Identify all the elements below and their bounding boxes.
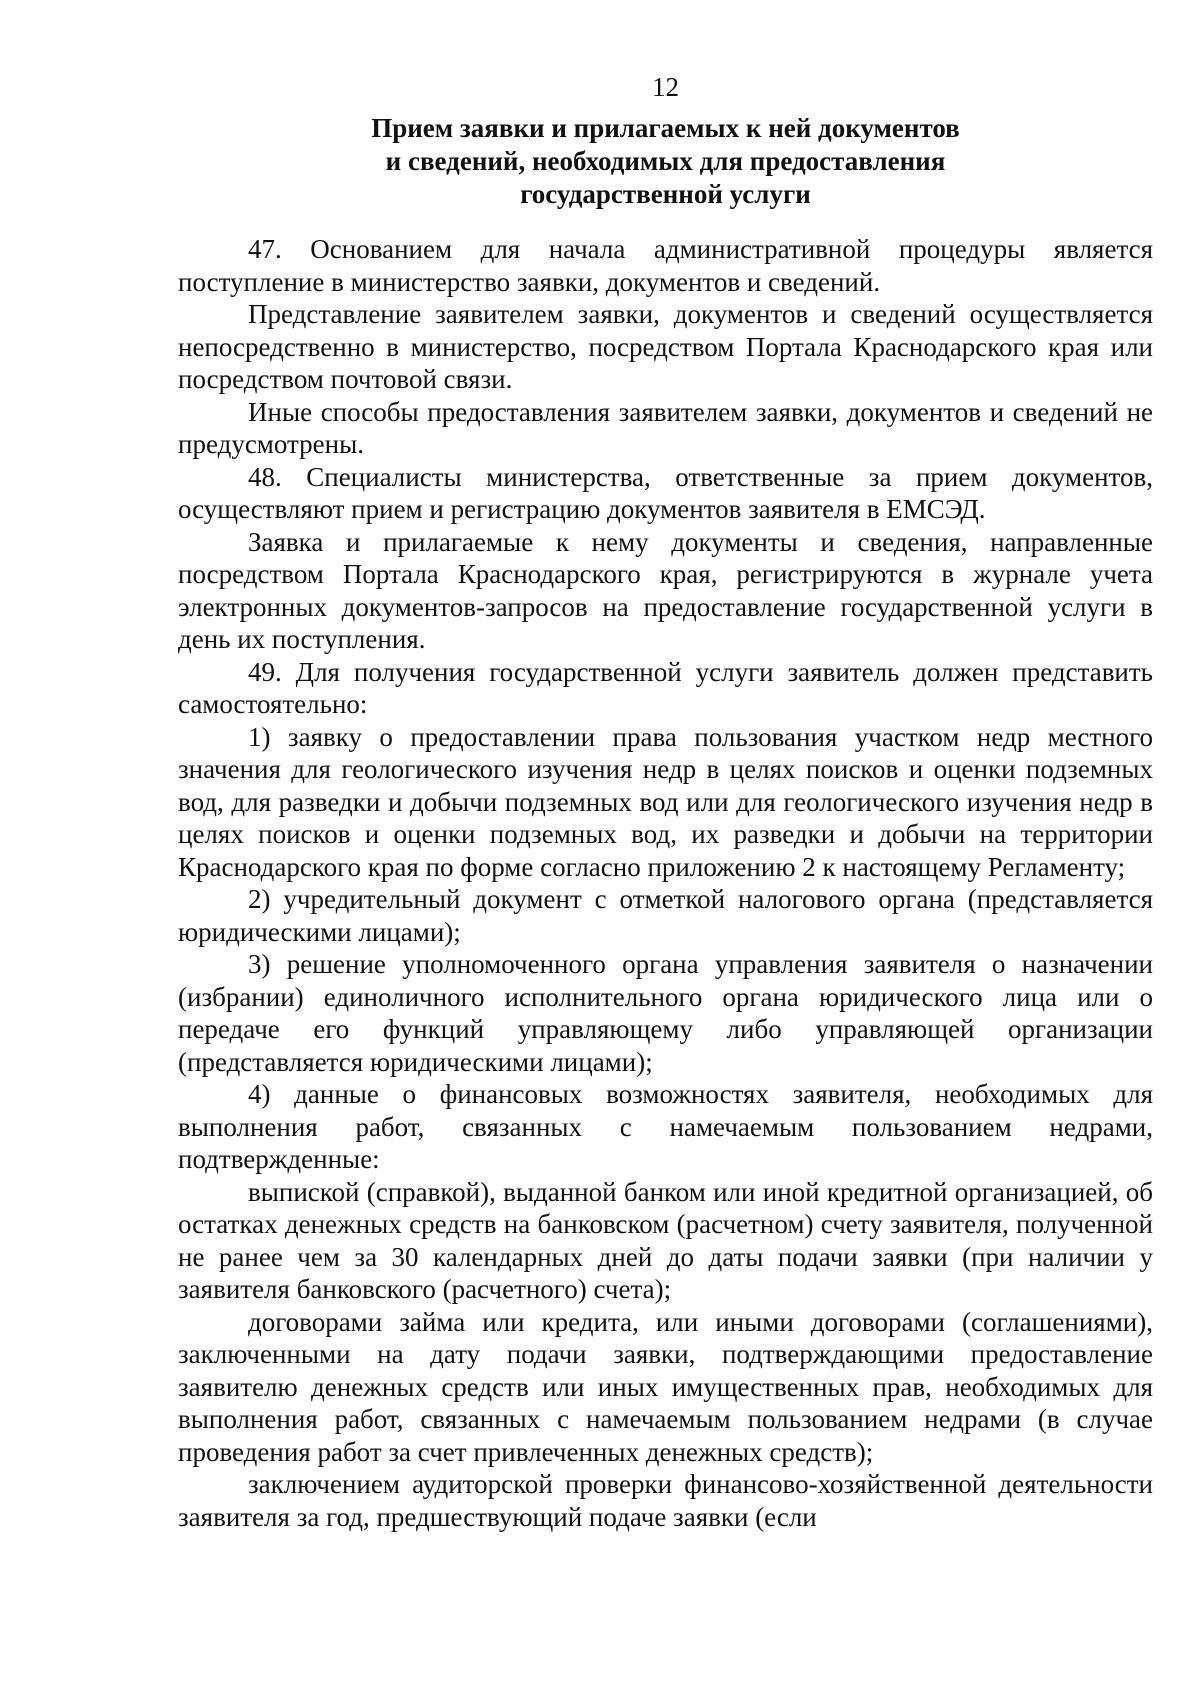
section-title-line: и сведений, необходимых для предоставления	[385, 146, 946, 176]
list-item-4: 4) данные о финансовых возможностях заявителя, необходимых для выполнения работ, связанных с намечаемым пользованием недрами, подтвержденные:	[178, 1079, 1153, 1174]
section-title-line: государственной услуги	[520, 179, 811, 209]
paragraph-49: 49. Для получения государственной услуги заявитель должен представить самостоятельно:	[178, 656, 1153, 719]
page-content	[178, 70, 1153, 1533]
paragraph: Заявка и прилагаемые к нему документы и сведения, направленные посредством Портала Краснодарского края, регистрируются в журнале учета электронных документов-запросов на предоставление государственной услуги в день их поступления.	[178, 526, 1153, 654]
sub-item: договорами займа или кредита, или иными договорами (соглашениями), заключенными на дату подачи заявки, подтверждающими предоставление заявителю денежных средств или иных имущественных прав, необходимых для выполнения работ, связанных с намечаемым пользованием недрами (в случае проведения работ за счет привлеченных денежных средств);	[178, 1306, 1153, 1467]
list-item-1: 1) заявку о предоставлении права пользования участком недр местного значения для геологического изучения недр в целях поисков и оценки подземных вод, для разведки и добычи подземных вод или для геологического изучения недр в целях поисков и оценки подземных вод, их разведки и добычи на территории Краснодарского края по форме согласно приложению 2 к настоящему Регламенту;	[178, 721, 1153, 882]
body-text	[178, 233, 1153, 1533]
sub-item: заключением аудиторской проверки финансово-хозяйственной деятельности заявителя за год, предшествующий подаче заявки (если	[178, 1469, 1153, 1532]
section-title	[178, 112, 1153, 211]
sub-item: выпиской (справкой), выданной банком или иной кредитной организацией, об остатках денежных средств на банковском (расчетном) счету заявителя, полученной не ранее чем за 30 календарных дней до даты подачи заявки (при наличии у заявителя банковского (расчетного) счета);	[178, 1176, 1153, 1304]
list-item-2: 2) учредительный документ с отметкой налогового органа (представляется юридическими лицами);	[178, 884, 1153, 947]
page-number: 12	[652, 72, 679, 102]
section-title-line: Прием заявки и прилагаемых к ней документов	[371, 113, 960, 143]
list-item-3: 3) решение уполномоченного органа управления заявителя о назначении (избрании) единоличного исполнительного органа юридического лица или о передаче его функций управляющему либо управляющей организации (представляется юридическими лицами);	[178, 949, 1153, 1077]
paragraph-47: 47. Основанием для начала административной процедуры является поступление в министерство заявки, документов и сведений.	[178, 234, 1153, 297]
paragraph-48: 48. Специалисты министерства, ответственные за прием документов, осуществляют прием и регистрацию документов заявителя в ЕМСЭД.	[178, 461, 1153, 524]
paragraph: Представление заявителем заявки, документов и сведений осуществляется непосредственно в министерство, посредством Портала Краснодарского края или посредством почтовой связи.	[178, 299, 1153, 394]
paragraph: Иные способы предоставления заявителем заявки, документов и сведений не предусмотрены.	[178, 396, 1153, 459]
